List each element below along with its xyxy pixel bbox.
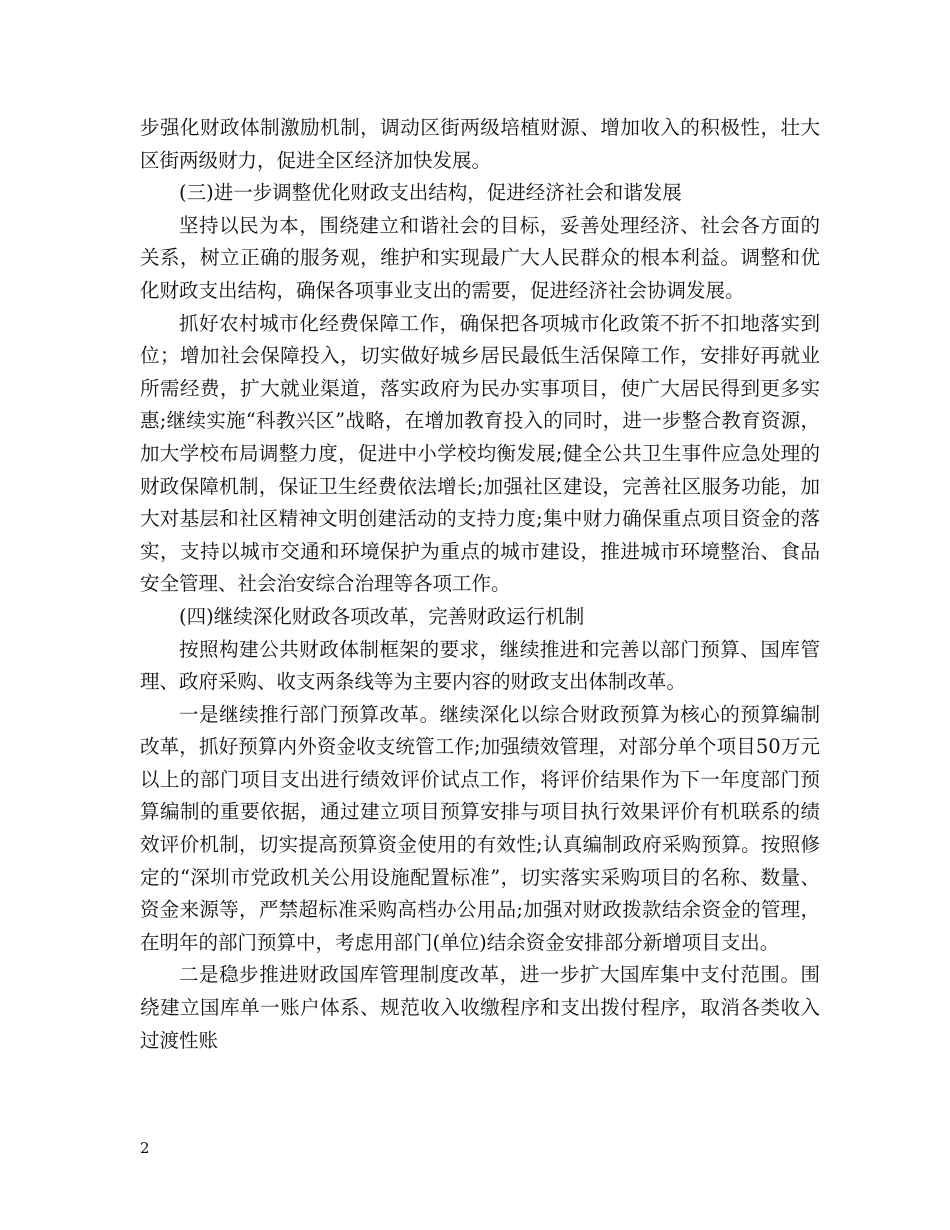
paragraph: 坚持以民为本，围绕建立和谐社会的目标，妥善处理经济、社会各方面的关系，树立正确的服务观，维护和实现最广大人民群众的根本利益。调整和优化财政支出结构，确保各项事业支出的需要，促进经济社会协调发展。 bbox=[140, 213, 820, 302]
section-heading-3: (三)进一步调整优化财政支出结构，促进经济社会和谐发展 bbox=[179, 181, 682, 205]
section-heading-4: (四)继续深化财政各项改革，完善财政运行机制 bbox=[179, 604, 585, 628]
paragraph: 抓好农村城市化经费保障工作，确保把各项城市化政策不折不扣地落实到位；增加社会保障投入，切实做好城乡居民最低生活保障工作，安排好再就业所需经费，扩大就业渠道，落实政府为民办实事项目，使广大居民得到更多实惠;继续实施“科教兴区”战略，在增加教育投入的同时，进一步整合教育资源，加大学校布局调整力度，促进中小学校均衡发展;健全公共卫生事件应急处理的财政保障机制，保证卫生经费依法增长;加强社区建设，完善社区服务功能，加大对基层和社区精神文明创建活动的支持力度;集中财力确保重点项目资金的落实，支持以城市交通和环境保护为重点的城市建设，推进城市环境整治、食品安全管理、社会治安综合治理等各项工作。 bbox=[140, 311, 820, 596]
paragraph: 一是继续推行部门预算改革。继续深化以综合财政预算为核心的预算编制改革，抓好预算内外资金收支统管工作;加强绩效管理，对部分单个项目50万元以上的部门项目支出进行绩效评价试点工作，将评价结果作为下一年度部门预算编制的重要依据，通过建立项目预算安排与项目执行效果评价有机联系的绩效评价机制，切实提高预算资金使用的有效性;认真编制政府采购预算。按照修定的“深圳市党政机关公用设施配置标准”，切实落实采购项目的名称、数量、资金来源等，严禁超标准采购高档办公用品;加强对财政拨款结余资金的管理，在明年的部门预算中，考虑用部门(单位)结余资金安排部分新增项目支出。 bbox=[140, 702, 820, 954]
paragraph: 二是稳步推进财政国库管理制度改革，进一步扩大国库集中支付范围。围绕建立国库单一账户体系、规范收入收缴程序和支出拨付程序，取消各类收入过渡性账 bbox=[140, 963, 820, 1052]
document-body bbox=[140, 112, 820, 1057]
page-number: 2 bbox=[140, 1139, 150, 1157]
paragraph-continuation: 步强化财政体制激励机制，调动区街两级培植财源、增加收入的积极性，壮大区街两级财力，促进全区经济加快发展。 bbox=[140, 116, 820, 172]
paragraph: 按照构建公共财政体制框架的要求，继续推进和完善以部门预算、国库管理、政府采购、收支两条线等为主要内容的财政支出体制改革。 bbox=[140, 637, 820, 694]
